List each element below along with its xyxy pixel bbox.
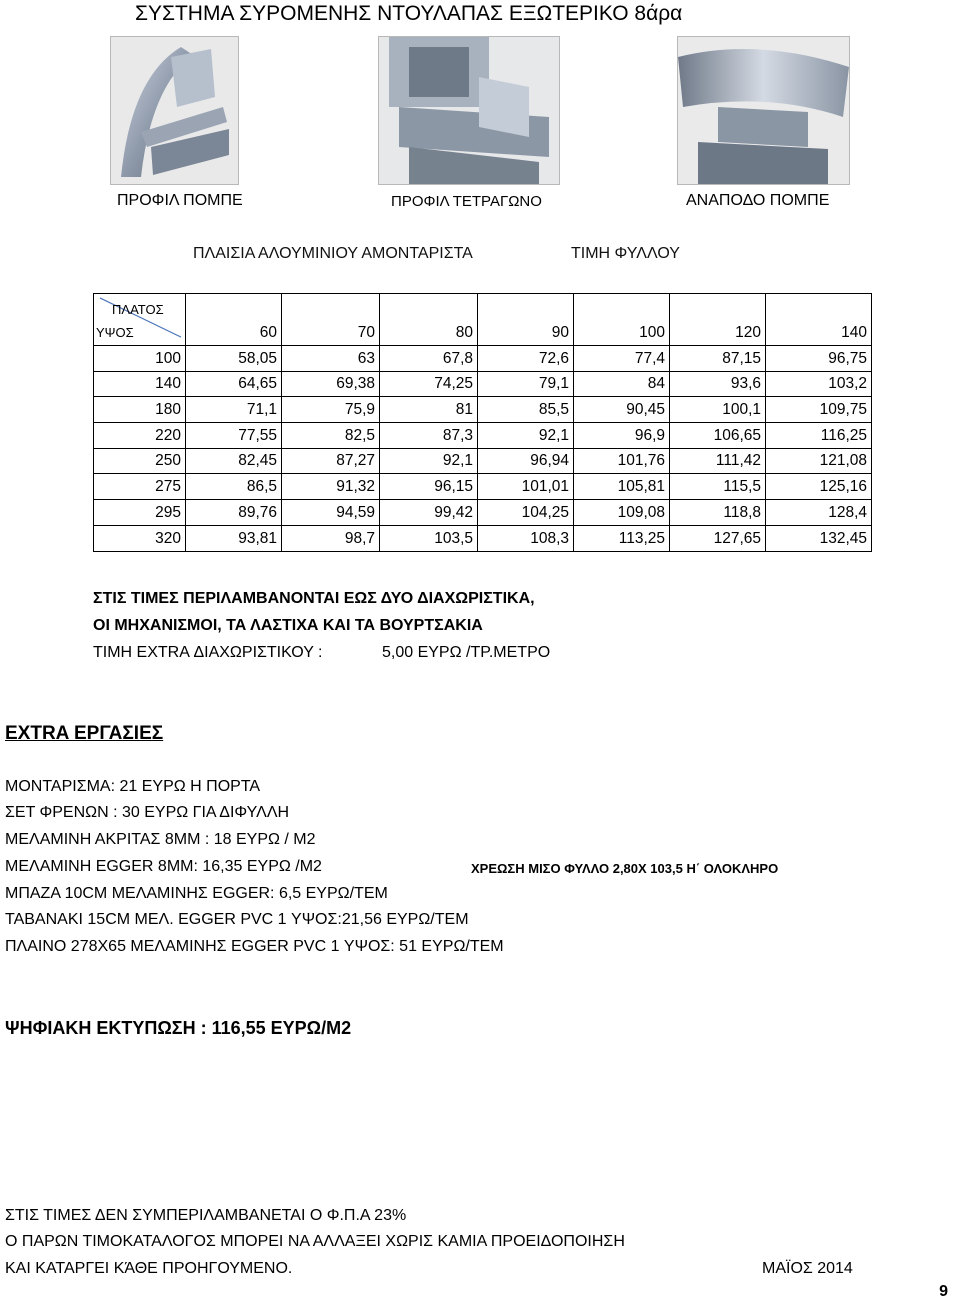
table-row xyxy=(94,371,872,397)
column-header: 140 xyxy=(766,294,872,346)
extra-item: ΜΟΝΤΑΡΙΣΜΑ: 21 ΕΥΡΩ Η ΠΟΡΤΑ xyxy=(5,778,261,795)
price-cell: 91,32 xyxy=(282,474,380,500)
price-cell: 121,08 xyxy=(766,448,872,474)
price-cell: 103,5 xyxy=(380,525,478,551)
extra-works-title: EXTRA ΕΡΓΑΣΙΕΣ xyxy=(5,723,164,744)
price-cell: 93,6 xyxy=(670,371,766,397)
price-cell: 58,05 xyxy=(186,346,282,372)
profile-caption-reverse-pompe: ΑΝΑΠΟΔΟ ΠΟΜΠΕ xyxy=(686,192,830,209)
extra-divider-price: 5,00 ΕΥΡΩ /ΤΡ.ΜΕΤΡΟ xyxy=(382,644,551,661)
column-header: 100 xyxy=(574,294,670,346)
price-cell: 96,15 xyxy=(380,474,478,500)
price-cell: 79,1 xyxy=(478,371,574,397)
price-cell: 87,3 xyxy=(380,423,478,449)
row-height-cell: 220 xyxy=(94,423,186,449)
price-cell: 89,76 xyxy=(186,500,282,526)
width-label: ΠΛΑΤΟΣ xyxy=(112,302,164,317)
price-cell: 92,1 xyxy=(380,448,478,474)
page-title: ΣΥΣΤΗΜΑ ΣΥΡΟΜΕΝΗΣ ΝΤΟΥΛΑΠΑΣ ΕΞΩΤΕΡΙΚΟ 8άρα xyxy=(135,2,683,25)
price-cell: 84 xyxy=(574,371,670,397)
price-cell: 96,75 xyxy=(766,346,872,372)
price-cell: 101,76 xyxy=(574,448,670,474)
price-cell: 87,27 xyxy=(282,448,380,474)
profile-pompe-photo xyxy=(110,36,239,185)
column-header: 90 xyxy=(478,294,574,346)
price-cell: 90,45 xyxy=(574,397,670,423)
profile-square-photo xyxy=(378,36,560,185)
price-cell: 99,42 xyxy=(380,500,478,526)
row-height-cell: 100 xyxy=(94,346,186,372)
price-cell: 87,15 xyxy=(670,346,766,372)
table-corner-cell xyxy=(94,294,186,346)
price-cell: 105,81 xyxy=(574,474,670,500)
page-number: 9 xyxy=(939,1283,948,1300)
price-cell: 132,45 xyxy=(766,525,872,551)
price-cell: 63 xyxy=(282,346,380,372)
extra-item: ΤΑΒΑΝΑΚΙ 15CM ΜΕΛ. EGGER PVC 1 ΥΨΟΣ:21,56 ΕΥΡΩ/ΤΕΜ xyxy=(5,911,469,928)
note-line-1: ΣΤΙΣ ΤΙΜΕΣ ΠΕΡΙΛΑΜΒΑΝΟΝΤΑΙ ΕΩΣ ΔΥΟ ΔΙΑΧΩΡΙΣΤΙΚΑ, xyxy=(93,590,535,607)
profile-caption-square: ΠΡΟΦΙΛ ΤΕΤΡΑΓΩΝΟ xyxy=(391,193,542,210)
price-cell: 82,45 xyxy=(186,448,282,474)
vat-note: ΣΤΙΣ ΤΙΜΕΣ ΔΕΝ ΣΥΜΠΕΡΙΛΑΜΒΑΝΕΤΑΙ Ο Φ.Π.Α 23% xyxy=(5,1207,407,1224)
table-row xyxy=(94,474,872,500)
price-cell: 103,2 xyxy=(766,371,872,397)
price-cell: 98,7 xyxy=(282,525,380,551)
price-cell: 75,9 xyxy=(282,397,380,423)
price-cell: 113,25 xyxy=(574,525,670,551)
price-cell: 82,5 xyxy=(282,423,380,449)
price-cell: 101,01 xyxy=(478,474,574,500)
price-cell: 100,1 xyxy=(670,397,766,423)
price-cell: 125,16 xyxy=(766,474,872,500)
price-cell: 96,9 xyxy=(574,423,670,449)
frames-subheader: ΠΛΑΙΣΙΑ ΑΛΟΥΜΙΝΙΟΥ ΑΜΟΝΤΑΡΙΣΤΑ xyxy=(193,245,473,262)
price-cell: 108,3 xyxy=(478,525,574,551)
price-cell: 85,5 xyxy=(478,397,574,423)
digital-print-price: ΨΗΦΙΑΚΗ ΕΚΤΥΠΩΣΗ : 116,55 ΕΥΡΩ/Μ2 xyxy=(5,1018,352,1038)
extra-item: ΜΕΛΑΜΙΝΗ EGGER 8ΜΜ: 16,35 ΕΥΡΩ /Μ2 xyxy=(5,858,322,875)
column-header: 60 xyxy=(186,294,282,346)
height-label: ΥΨΟΣ xyxy=(96,325,134,340)
price-cell: 81 xyxy=(380,397,478,423)
table-row xyxy=(94,500,872,526)
price-cell: 127,65 xyxy=(670,525,766,551)
price-cell: 77,55 xyxy=(186,423,282,449)
price-cell: 128,4 xyxy=(766,500,872,526)
table-row xyxy=(94,397,872,423)
price-cell: 72,6 xyxy=(478,346,574,372)
column-header: 120 xyxy=(670,294,766,346)
price-cell: 93,81 xyxy=(186,525,282,551)
price-cell: 106,65 xyxy=(670,423,766,449)
price-cell: 115,5 xyxy=(670,474,766,500)
footer-line-3: ΚΑΙ ΚΑΤΑΡΓΕΙ ΚΆΘΕ ΠΡΟΗΓΟΥΜΕΝΟ. xyxy=(5,1260,293,1277)
extra-item: ΜΕΛΑΜΙΝΗ ΑΚΡΙΤΑΣ 8ΜΜ : 18 ΕΥΡΩ / Μ2 xyxy=(5,831,316,848)
column-header: 70 xyxy=(282,294,380,346)
price-cell: 71,1 xyxy=(186,397,282,423)
price-cell: 74,25 xyxy=(380,371,478,397)
price-cell: 69,38 xyxy=(282,371,380,397)
row-height-cell: 140 xyxy=(94,371,186,397)
row-height-cell: 320 xyxy=(94,525,186,551)
note-line-2: ΟΙ ΜΗΧΑΝΙΣΜΟΙ, ΤΑ ΛΑΣΤΙΧΑ ΚΑΙ ΤΑ ΒΟΥΡΤΣΑΚΙΑ xyxy=(93,617,483,634)
price-cell: 92,1 xyxy=(478,423,574,449)
price-cell: 111,42 xyxy=(670,448,766,474)
price-cell: 109,08 xyxy=(574,500,670,526)
table-row xyxy=(94,448,872,474)
price-cell: 77,4 xyxy=(574,346,670,372)
row-height-cell: 295 xyxy=(94,500,186,526)
price-cell: 118,8 xyxy=(670,500,766,526)
profile-reverse-pompe-photo xyxy=(677,36,850,185)
table-row xyxy=(94,423,872,449)
price-cell: 109,75 xyxy=(766,397,872,423)
table-header-row xyxy=(94,294,872,346)
table-row xyxy=(94,346,872,372)
half-sheet-charge-note: ΧΡΕΩΣΗ ΜΙΣΟ ΦΥΛΛΟ 2,80Χ 103,5 Η΄ ΟΛΟΚΛΗΡΟ xyxy=(471,861,779,876)
table-row xyxy=(94,525,872,551)
extra-item: ΠΛΑΙΝΟ 278Χ65 ΜΕΛΑΜΙΝΗΣ EGGER PVC 1 ΥΨΟΣ: 51 ΕΥΡΩ/ΤΕΜ xyxy=(5,938,504,955)
footer-line-2: Ο ΠΑΡΩΝ ΤΙΜΟΚΑΤΑΛΟΓΟΣ ΜΠΟΡΕΙ ΝΑ ΑΛΛΑΞΕΙ ΧΩΡΙΣ ΚΑΜΙΑ ΠΡΟΕΙΔΟΠΟΙΗΣΗ xyxy=(5,1233,625,1250)
footer-date: ΜΑΪΟΣ 2014 xyxy=(762,1260,853,1277)
extra-divider-label: ΤΙΜΗ EXTRA ΔΙΑΧΩΡΙΣΤΙΚΟΥ : xyxy=(93,644,323,661)
row-height-cell: 250 xyxy=(94,448,186,474)
price-cell: 86,5 xyxy=(186,474,282,500)
price-cell: 96,94 xyxy=(478,448,574,474)
price-cell: 67,8 xyxy=(380,346,478,372)
extra-item: ΣΕΤ ΦΡΕΝΩΝ : 30 ΕΥΡΩ ΓΙΑ ΔΙΦΥΛΛΗ xyxy=(5,804,290,821)
price-cell: 104,25 xyxy=(478,500,574,526)
price-table xyxy=(93,293,872,552)
extra-item: ΜΠΑΖΑ 10CM ΜΕΛΑΜΙΝΗΣ EGGER: 6,5 ΕΥΡΩ/ΤΕΜ xyxy=(5,885,388,902)
profile-caption-pompe: ΠΡΟΦΙΛ ΠΟΜΠΕ xyxy=(117,192,243,209)
price-cell: 64,65 xyxy=(186,371,282,397)
column-header: 80 xyxy=(380,294,478,346)
row-height-cell: 275 xyxy=(94,474,186,500)
price-subheader: ΤΙΜΗ ΦΥΛΛΟΥ xyxy=(571,245,680,262)
price-cell: 116,25 xyxy=(766,423,872,449)
price-cell: 94,59 xyxy=(282,500,380,526)
row-height-cell: 180 xyxy=(94,397,186,423)
